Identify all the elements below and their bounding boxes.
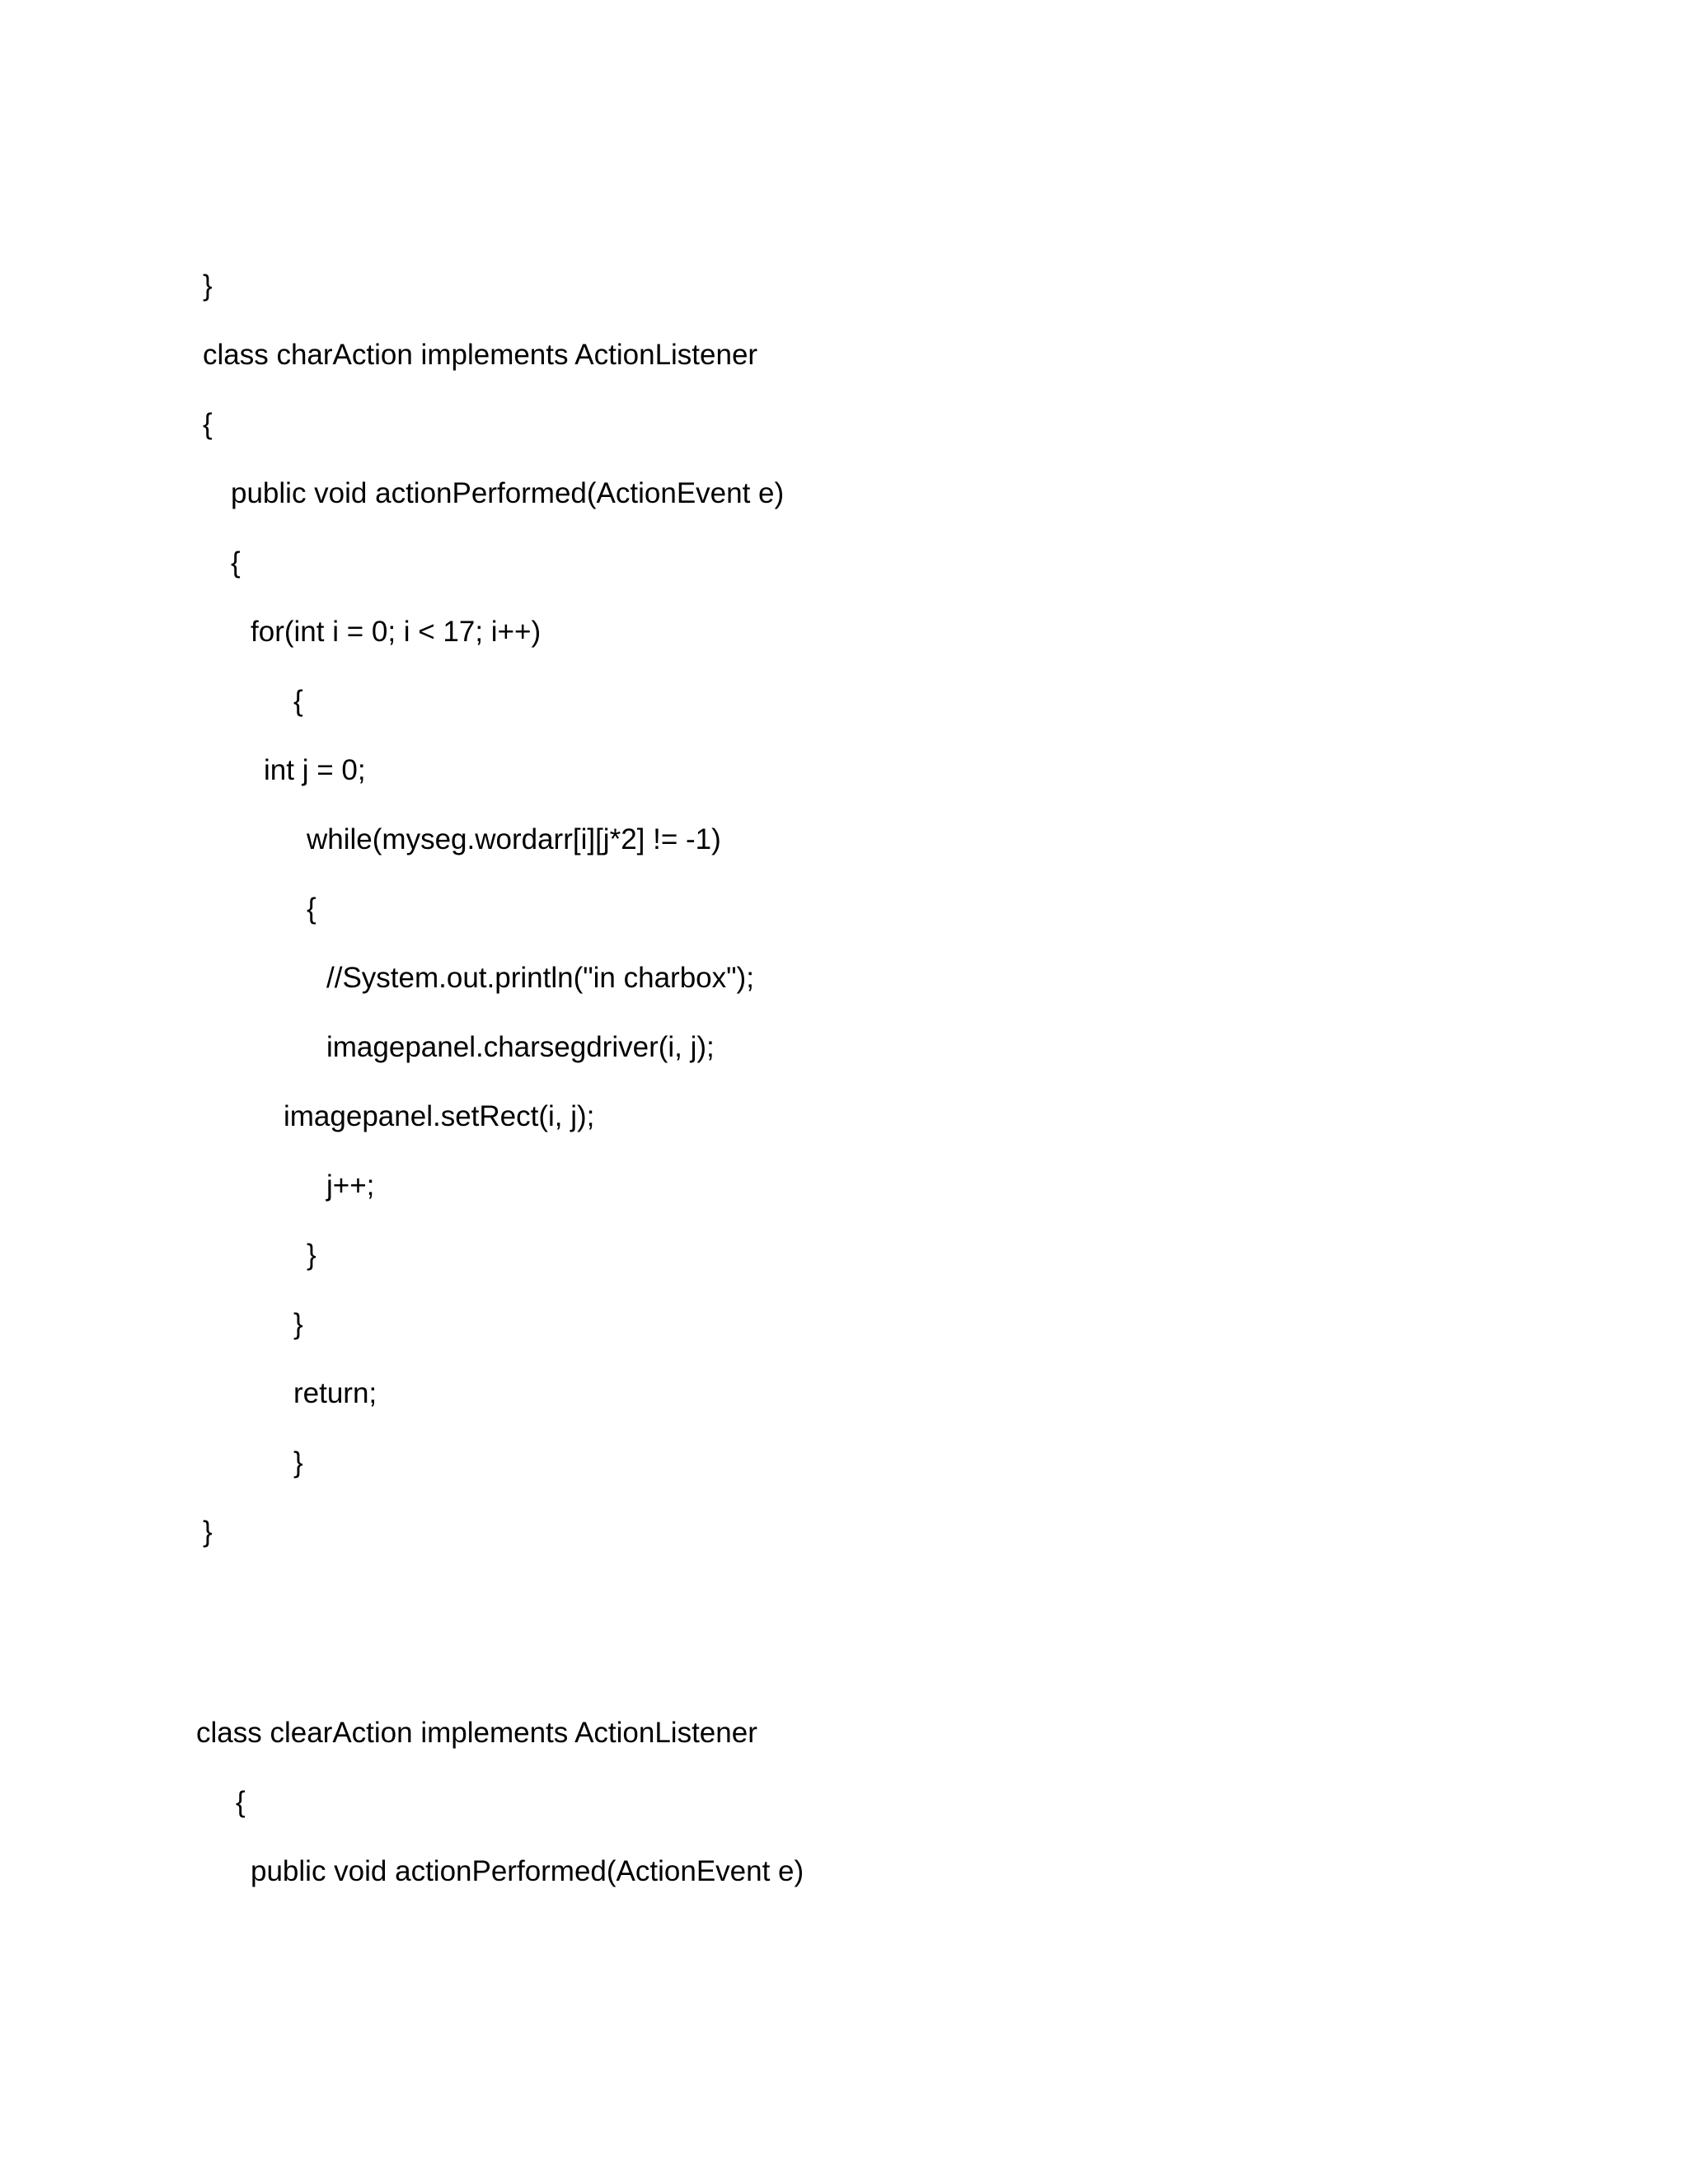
code-line-11: //System.out.println("in charbox"); bbox=[326, 962, 754, 994]
code-line-13: imagepanel.setRect(i, j); bbox=[284, 1100, 595, 1132]
code-line-9: while(myseg.wordarr[i][j*2] != -1) bbox=[307, 823, 721, 855]
code-line-21: { bbox=[236, 1786, 246, 1818]
code-line-10: { bbox=[307, 893, 316, 925]
code-line-12: imagepanel.charsegdriver(i, j); bbox=[326, 1031, 715, 1063]
code-line-16: } bbox=[293, 1308, 303, 1340]
code-line-17: return; bbox=[293, 1377, 377, 1409]
code-line-18: } bbox=[293, 1446, 303, 1479]
code-line-5: { bbox=[231, 546, 241, 579]
code-line-4: public void actionPerformed(ActionEvent e) bbox=[231, 477, 785, 509]
code-line-14: j++; bbox=[326, 1169, 375, 1202]
code-line-3: { bbox=[203, 408, 213, 440]
code-line-19: } bbox=[203, 1516, 213, 1548]
code-line-7: { bbox=[293, 685, 303, 717]
code-line-1: } bbox=[203, 269, 213, 302]
code-line-15: } bbox=[307, 1239, 316, 1271]
code-line-2: class charAction implements ActionListener bbox=[203, 339, 758, 371]
code-line-20: class clearAction implements ActionListener bbox=[196, 1717, 757, 1749]
code-line-22: public void actionPerformed(ActionEvent e) bbox=[251, 1855, 804, 1887]
code-line-8: int j = 0; bbox=[264, 754, 366, 786]
code-line-6: for(int i = 0; i < 17; i++) bbox=[251, 616, 542, 648]
